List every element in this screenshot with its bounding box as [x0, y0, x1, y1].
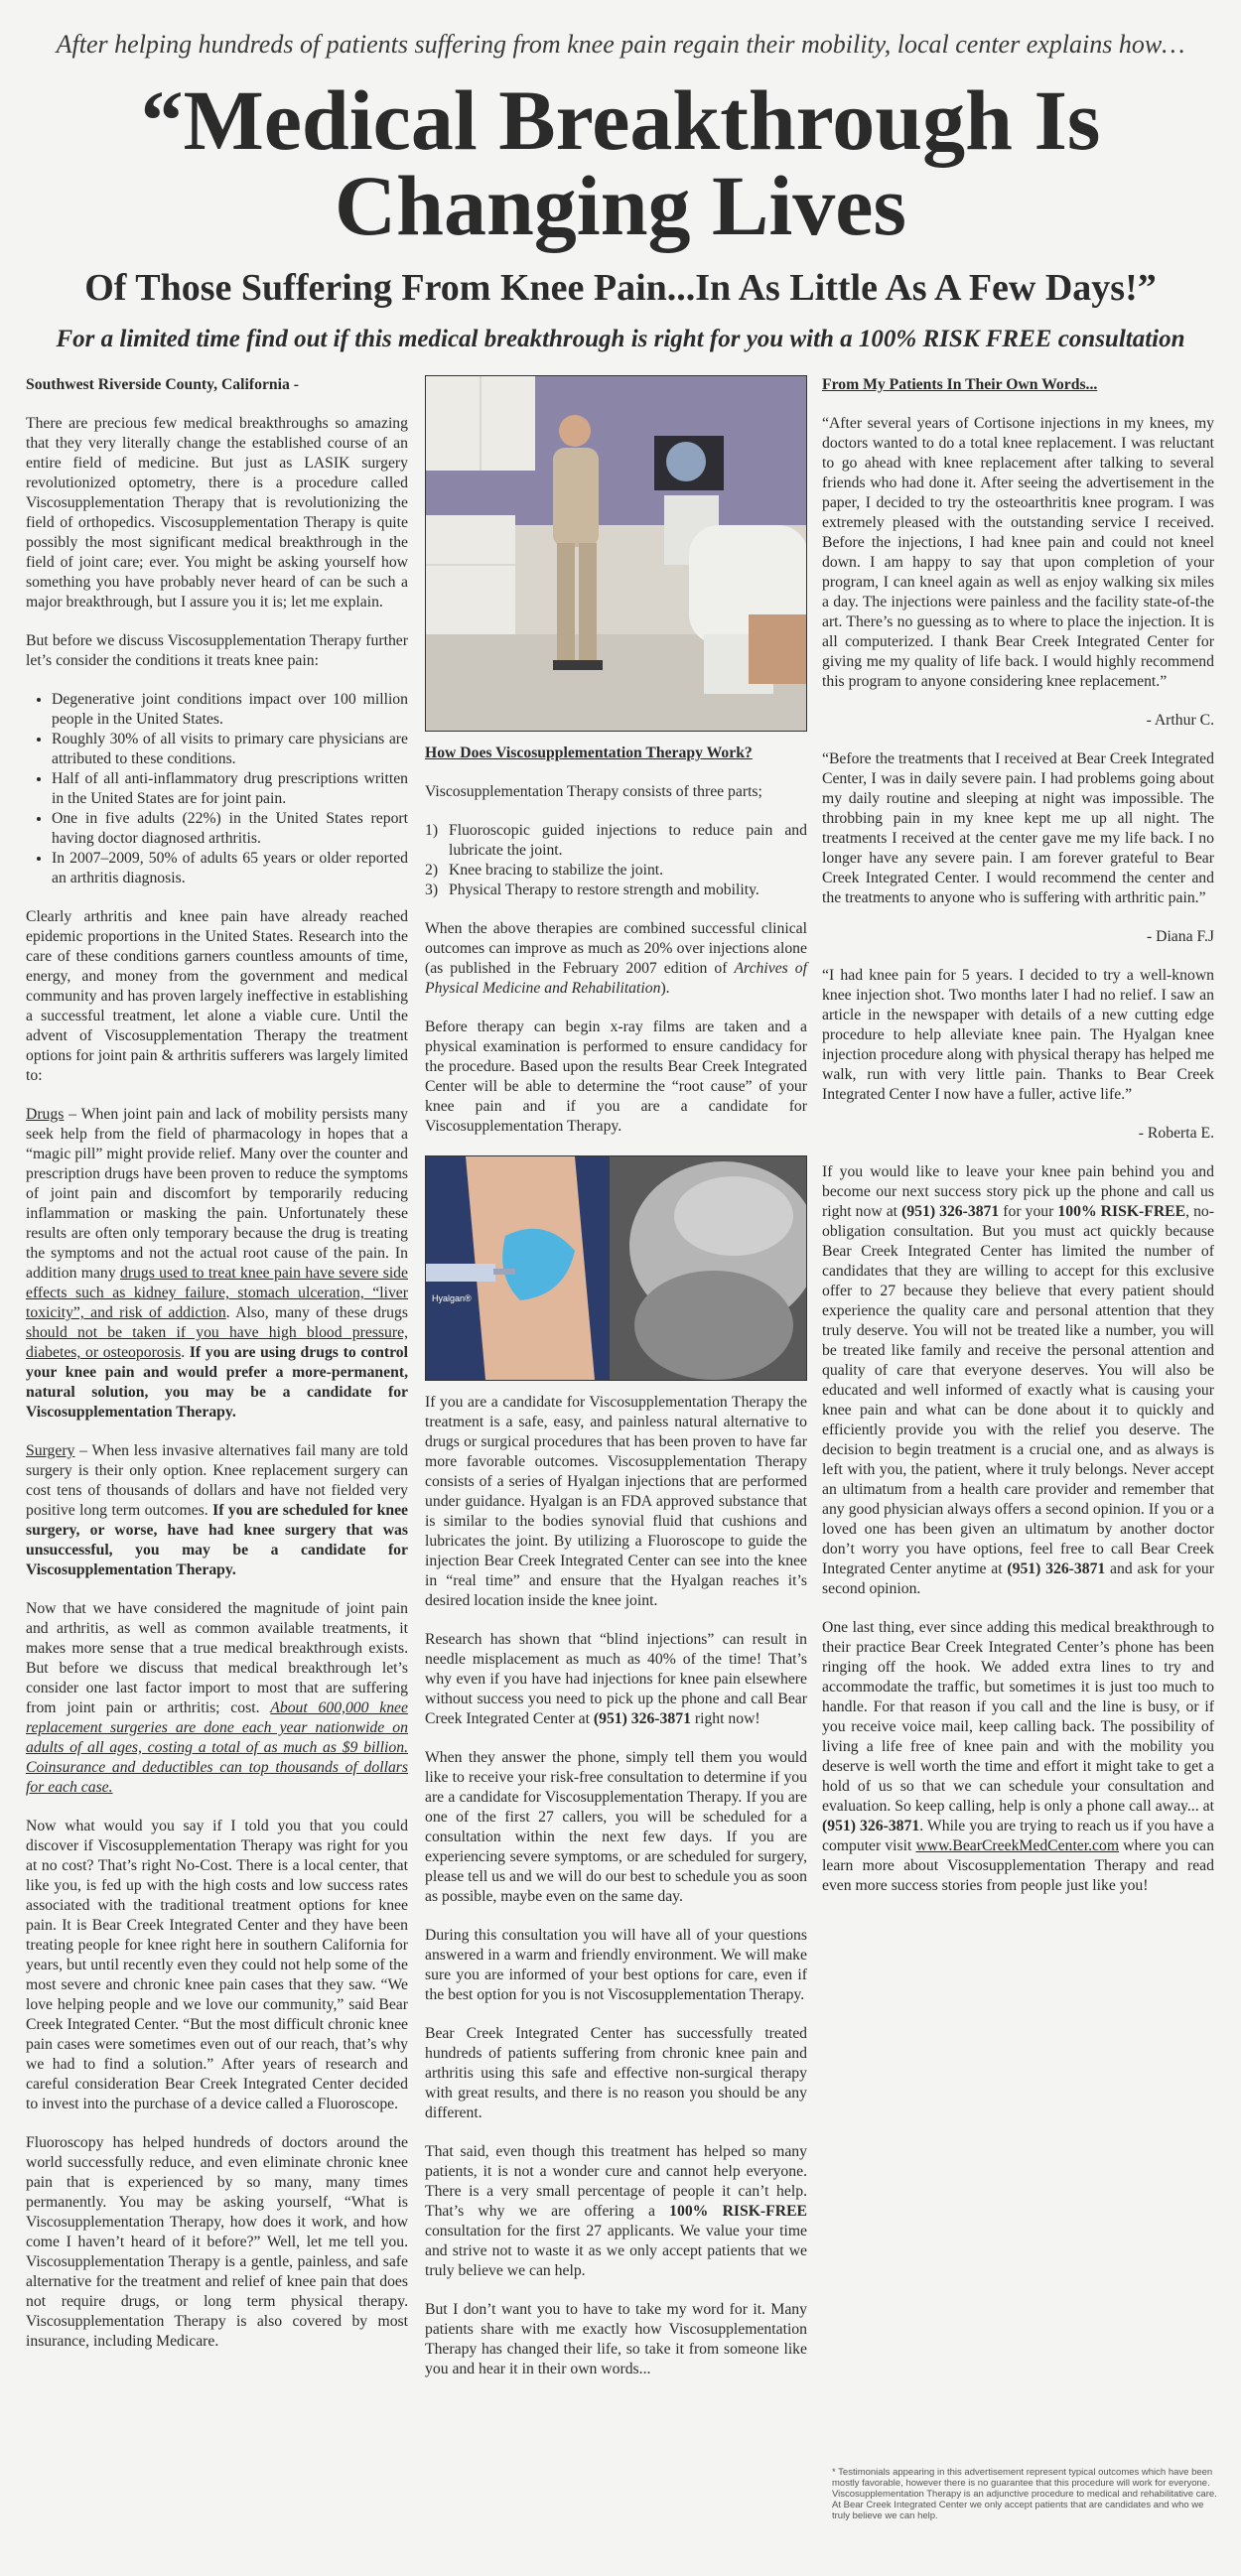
- doctor-fluoroscope-photo: [425, 375, 807, 732]
- dateline: Southwest Riverside County, California -: [26, 376, 299, 393]
- therapy-steps: [425, 821, 807, 900]
- candidate-paragraph: If you are a candidate for Viscosupplementation Therapy the treatment is a safe, easy, and painless natural alternative to drugs or surgical procedures that has been proven to have far more favorable outcomes. Viscosupplementation Therapy consists of a series of Hyalgan injections that are performed under guidance. Hyalgan is an FDA approved substance that is similar to the bodies synovial fluid that cushions and lubricates the joint. By utilizing a Fluoroscope to guide the injection Bear Creek Integrated Center can see into the knee in “real time” and ensure that the Hyalgan reaches it’s desired location inside the knee joint.: [425, 1394, 807, 1609]
- surgery-paragraph: Surgery – When less invasive alternatives fail many are told surgery is their only option. Knee replacement surgery can cost tens of thousands of dollars and have not fielded very positive long term outcomes. If you are scheduled for knee surgery, or worse, have had knee surgery that was unsuccessful, you may be a candidate for Viscosupplementation Therapy.: [26, 1442, 408, 1578]
- intro-paragraph: There are precious few medical breakthroughs so amazing that they very literally change the established course of an entire field of medicine. But just as LASIK surgery revolutionized optometry, there is a procedure called Viscosupplementation Therapy that is revolutionizing the field of orthopedics. Viscosupplementation Therapy is quite possibly the most significant medical breakthrough in the field of joint care; ever. You might be asking yourself how something you have probably never heard of can be such a major breakthrough, but I assure you it is; let me explain.: [26, 415, 408, 610]
- research-paragraph: Research has shown that “blind injections” can result in needle misplacement as much as 40% of the time! That’s why even if you have had injections for knee pain elsewhere without success you need to pick up the phone and call Bear Creek Integrated Center at (951) 326-3871 right now!: [425, 1631, 807, 1727]
- list-item: • One in five adults (22%) in the United States report having doctor diagnosed arthritis.: [52, 809, 408, 849]
- column-2: [425, 375, 807, 2398]
- fluoroscopy-paragraph: Fluoroscopy has helped hundreds of doctors around the world successfully reduce, and even eliminate chronic knee pain that is experienced by so many, many times permanently. You may be asking yourself, “What is Viscosupplementation Therapy, how does it work, and how come I haven’t heard of it before?” Well, let me tell you. Viscosupplementation Therapy is a gentle, painless, and safe alternative for the treatment and relief of knee pain that does not require drugs, or long term physical therapy. Viscosupplementation Therapy is also covered by most insurance, including Medicare.: [26, 2134, 408, 2350]
- journal-title: Archives of Physical Medicine and Rehabilitation: [425, 960, 807, 997]
- three-parts-intro: Viscosupplementation Therapy consists of three parts;: [425, 783, 762, 800]
- subheadline: Of Those Suffering From Knee Pain...In As Little As A Few Days!”: [84, 267, 1157, 309]
- testimonial-3-signature: - Roberta E.: [1138, 1125, 1214, 1142]
- cost-paragraph: Now that we have considered the magnitude of joint pain and arthritis, as well as common available treatments, it makes more sense that a true medical breakthrough exists. But before we discuss that medical breakthrough let’s consider one last factor import to most that are suffering from joint pain or arthritis; cost. About 600,000 knee replacement surgeries are done each year nationwide on adults of all ages, costing a total of as much as $9 billion. Coinsurance and deductibles can top thousands of dollars for each case.: [26, 1600, 408, 1796]
- kicker-line: After helping hundreds of patients suffering from knee pain regain their mobility, local center explains how…: [56, 30, 1185, 59]
- phone-number: (951) 326-3871: [901, 1203, 1000, 1220]
- cost-fact: About 600,000 knee replacement surgeries are done each year nationwide on adults of all ages, costing a total of as much as $9 billion. Coinsurance and deductibles can top thousands of dollars for each case.: [26, 1699, 408, 1796]
- headline: [0, 72, 1241, 253]
- success-paragraph: Bear Creek Integrated Center has successfully treated hundreds of patients suffering from chronic knee pain and arthritis using this safe and effective non-surgical therapy with great results, and there is no reason you should be any different.: [425, 2025, 807, 2121]
- testimonial-1-signature: - Arthur C.: [1146, 712, 1214, 729]
- column-1: [26, 375, 408, 2371]
- phone-answer-paragraph: When they answer the phone, simply tell them you would like to receive your risk-free consultation to determine if you are a candidate for Viscosupplementation Therapy. If you are one of the first 27 callers, you will be scheduled for a consultation within the next few days. If you are experiencing severe symptoms, or are scheduled for surgery, please tell us and we will do our best to schedule you as soon as possible, maybe even on the same day.: [425, 1749, 807, 1905]
- conditions-intro: But before we discuss Viscosupplementation Therapy further let’s consider the conditions it treats knee pain:: [26, 632, 408, 669]
- list-item: 3) Physical Therapy to restore strength and mobility.: [425, 881, 759, 898]
- drugs-candidate-note: If you are using drugs to control your knee pain and would prefer a more-permanent, natural solution, you may be a candidate for Viscosupplementation Therapy.: [26, 1344, 408, 1421]
- list-item: • Roughly 30% of all visits to primary care physicians are attributed to these conditions.: [52, 730, 408, 769]
- column-3: [822, 375, 1214, 1915]
- injection-xray-photo: [425, 1155, 807, 1381]
- risk-free-paragraph: That said, even though this treatment has helped so many patients, it is not a wonder cure and cannot help everyone. There is a very small percentage of people it can’t help. That’s why we are offering a 100% RISK-FREE consultation for the first 27 applicants. We value your time and strive not to waste it as we only accept patients that we truly believe we can help.: [425, 2143, 807, 2279]
- knee-injection-illustration: [426, 1156, 807, 1380]
- how-it-works-heading: How Does Viscosupplementation Therapy Work?: [425, 745, 753, 761]
- phone-number: (951) 326-3871: [593, 1710, 691, 1727]
- clinic-room-illustration: [426, 376, 807, 731]
- drugs-warning: should not be taken if you have high blood pressure, diabetes, or osteoporosis: [26, 1324, 408, 1361]
- surgery-candidate-note: If you are scheduled for knee surgery, or worse, have had knee surgery that was unsuccessful, you may be a candidate for Viscosupplementation Therapy.: [26, 1502, 408, 1578]
- testimonial-disclaimer: * Testimonials appearing in this advertisement represent typical outcomes which have been mostly favorable, however there is no guarantee that this procedure will work for everyone. Viscosupplementation Therapy is an adjunctive procedure to medical and rehabilitative care. At Bear Creek Integrated Center we only accept patients that are candidates and who we truly believe we can help.: [832, 2467, 1217, 2521]
- drugs-paragraph: Drugs – When joint pain and lack of mobility persists many seek help from the field of pharmacology in hopes that a “magic pill” might provide relief. Many over the counter and prescription drugs have been proven to reduce the symptoms of joint pain and discomfort by temporarily reducing inflammation or masking the pain. Unfortunately these results are often only temporary because the drug is treating the symptoms and not the actual root cause of the pain. In addition many drugs used to treat knee pain have severe side effects such as kidney failure, stomach ulceration, “liver toxicity”, and risk of addiction. Also, many of these drugs should not be taken if you have high blood pressure, diabetes, or osteoporosis. If you are using drugs to control your knee pain and would prefer a more-permanent, natural solution, you may be a candidate for Viscosupplementation Therapy.: [26, 1106, 408, 1421]
- list-item: 2) Knee bracing to stabilize the joint.: [425, 862, 664, 879]
- syringe-label: Hyalgan®: [432, 1293, 472, 1303]
- testimonial-1: “After several years of Cortisone injections in my knees, my doctors wanted to do a total knee replacement. I was reluctant to go ahead with knee replacement after talking to several friends who had done it. After seeing the advertisement in the paper, I decided to try the osteoarthritis knee program. I was extremely pleased with the outstanding service I received. Before the injections, I had knee pain and could not kneel down. I am happy to say that upon completion of your program, I can kneel again as well as enjoy walking six miles a day. The injections were painless and the facility state-of-the art. There’s no guessing as to where to place the injection. It is all computerized. I thank Bear Creek Integrated Center for giving me my quality of life back. I would highly recommend this program to anyone considering knee replacement.”: [822, 415, 1214, 690]
- phone-number: (951) 326-3871: [1007, 1560, 1106, 1577]
- outcomes-paragraph: When the above therapies are combined successful clinical outcomes can improve as much as 20% over injections alone (as published in the February 2007 edition of Archives of Physical Medicine and Rehabilitation).: [425, 920, 807, 997]
- conditions-list: [26, 690, 408, 888]
- headline-line-2: Changing Lives: [335, 158, 906, 253]
- drugs-label: Drugs: [26, 1106, 65, 1123]
- risk-free-offer: 100% RISK-FREE: [669, 2203, 807, 2220]
- no-cost-paragraph: Now what would you say if I told you that you could discover if Viscosupplementation Therapy was right for you at no cost? That’s right No-Cost. There is a local center, that like you, is fed up with the high costs and low success rates associated with the traditional treatment options for knee pain. It is Bear Creek Integrated Center and they have been treating people for knee right here in southern California for years, but until recently even they could not help some of the most severe and chronic knee pain cases that they saw. “We love helping people and we love our community,” said Bear Creek Integrated Center. “But the most difficult chronic knee pain cases were sometimes even out of our reach, that’s why we had to find a solution.” After years of research and careful consideration Bear Creek Integrated Center decided to invest into the purchase of a device called a Fluoroscope.: [26, 1818, 408, 2112]
- testimonial-lead-in: But I don’t want you to have to take my word for it. Many patients share with me exactly how Viscosupplementation Therapy has changed their life, so take it from someone like you and hear it in their own words...: [425, 2301, 807, 2377]
- xray-paragraph: Before therapy can begin x-ray films are taken and a physical examination is performed to ensure candidacy for the procedure. Based upon the results Bear Creek Integrated Center will be able to determine the “root cause” of your knee pain and if you are a candidate for Viscosupplementation Therapy.: [425, 1018, 807, 1135]
- drugs-side-effects: drugs used to treat knee pain have severe side effects such as kidney failure, stomach ulceration, “liver toxicity”, and risk of addiction: [26, 1265, 408, 1321]
- website-link[interactable]: www.BearCreekMedCenter.com: [915, 1837, 1120, 1854]
- list-item: • Degenerative joint conditions impact over 100 million people in the United States.: [52, 690, 408, 730]
- epidemic-paragraph: Clearly arthritis and knee pain have already reached epidemic proportions in the United States. Research into the care of these conditions garners countless amounts of time, energy, and money from the government and medical community and has proven largely ineffective in establishing a successful treatment, let alone a viable cure. Until the advent of Viscosupplementation Therapy the treatment options for joint pain & arthritis sufferers was largely limited to:: [26, 908, 408, 1084]
- last-thing-paragraph: One last thing, ever since adding this medical breakthrough to their practice Bear Creek Integrated Center’s phone has been ringing off the hook. We added extra lines to try and accommodate the traffic, but sometimes it is just too much to handle. For that reason if you call and the line is busy, or if you receive voice mail, keep calling back. The possibility of living a life free of knee pain and with the mobility you deserve is well worth the time and effort it might take to get a hold of us so that we can schedule your consultation and evaluation. So keep calling, help is only a phone call away... at (951) 326-3871. While you are trying to reach us if you have a computer visit www.BearCreekMedCenter.com where you can learn more about Viscosupplementation Therapy and read even more success stories from people just like you!: [822, 1619, 1214, 1894]
- testimonial-2-signature: - Diana F.J: [1146, 928, 1214, 945]
- list-item: • Half of all anti-inflammatory drug prescriptions written in the United States are for joint pain.: [52, 769, 408, 809]
- call-to-action-paragraph: If you would like to leave your knee pain behind you and become our next success story pick up the phone and call us right now at (951) 326-3871 for your 100% RISK-FREE, no-obligation consultation. But you must act quickly because Bear Creek Integrated Center has limited the number of candidates that they are willing to accept for this exclusive offer to 27 because they believe that every patient should experience the quality care and personal attention that they truly deserve. You will not be treated like a number, you will be treated like family and receive the personal attention and quality of care that everyone deserves. You will also be educated and well informed of exactly what is causing your knee pain and what can be done about it to quickly and efficiently provide you with the relief you deserve. The decision to begin treatment is a crucial one, and as always is left with you, the patient, where it truly belongs. Never accept an ultimatum from a health care provider and remember that any good physician always offers a second opinion. If you or a loved one has been given an ultimatum by another doctor don’t worry you have options, feel free to call Bear Creek Integrated Center anytime at (951) 326-3871 and ask for your second opinion.: [822, 1163, 1214, 1597]
- testimonial-3: “I had knee pain for 5 years. I decided to try a well-known knee injection shot. Two months later I had no relief. I saw an article in the newspaper with details of a new cutting edge procedure to help alleviate knee pain. The Hyalgan knee injection procedure along with physical therapy has helped me walk, run with very little pain. Thanks to Bear Creek Integrated Center I now have a fuller, active life.”: [822, 967, 1214, 1103]
- risk-free-offer: 100% RISK-FREE: [1057, 1203, 1186, 1220]
- surgery-label: Surgery: [26, 1442, 75, 1459]
- testimonials-heading: From My Patients In Their Own Words...: [822, 376, 1098, 393]
- phone-number: (951) 326-3871: [822, 1818, 920, 1834]
- list-item: 1) Fluoroscopic guided injections to reduce pain and lubricate the joint.: [425, 822, 807, 859]
- list-item: • In 2007–2009, 50% of adults 65 years or older reported an arthritis diagnosis.: [52, 849, 408, 888]
- headline-line-1: “Medical Breakthrough Is: [140, 72, 1101, 168]
- consultation-paragraph: During this consultation you will have all of your questions answered in a warm and friendly environment. We will make sure you are informed of your best options for care, even if the best option for you is not Viscosupplementation Therapy.: [425, 1927, 807, 2003]
- tagline: For a limited time find out if this medical breakthrough is right for you with a 100% RISK FREE consultation: [56, 326, 1185, 352]
- testimonial-2: “Before the treatments that I received at Bear Creek Integrated Center, I was in daily severe pain. I had problems going about my daily routine and sleeping at night was impossible. The throbbing pain in my knee kept me up all night. The treatments I received at the center gave me my life back. I no longer have any severe pain. I am forever grateful to Bear Creek Integrated Center. I would recommend the center and the treatments to anyone who is suffering with arthritic pain.”: [822, 750, 1214, 906]
